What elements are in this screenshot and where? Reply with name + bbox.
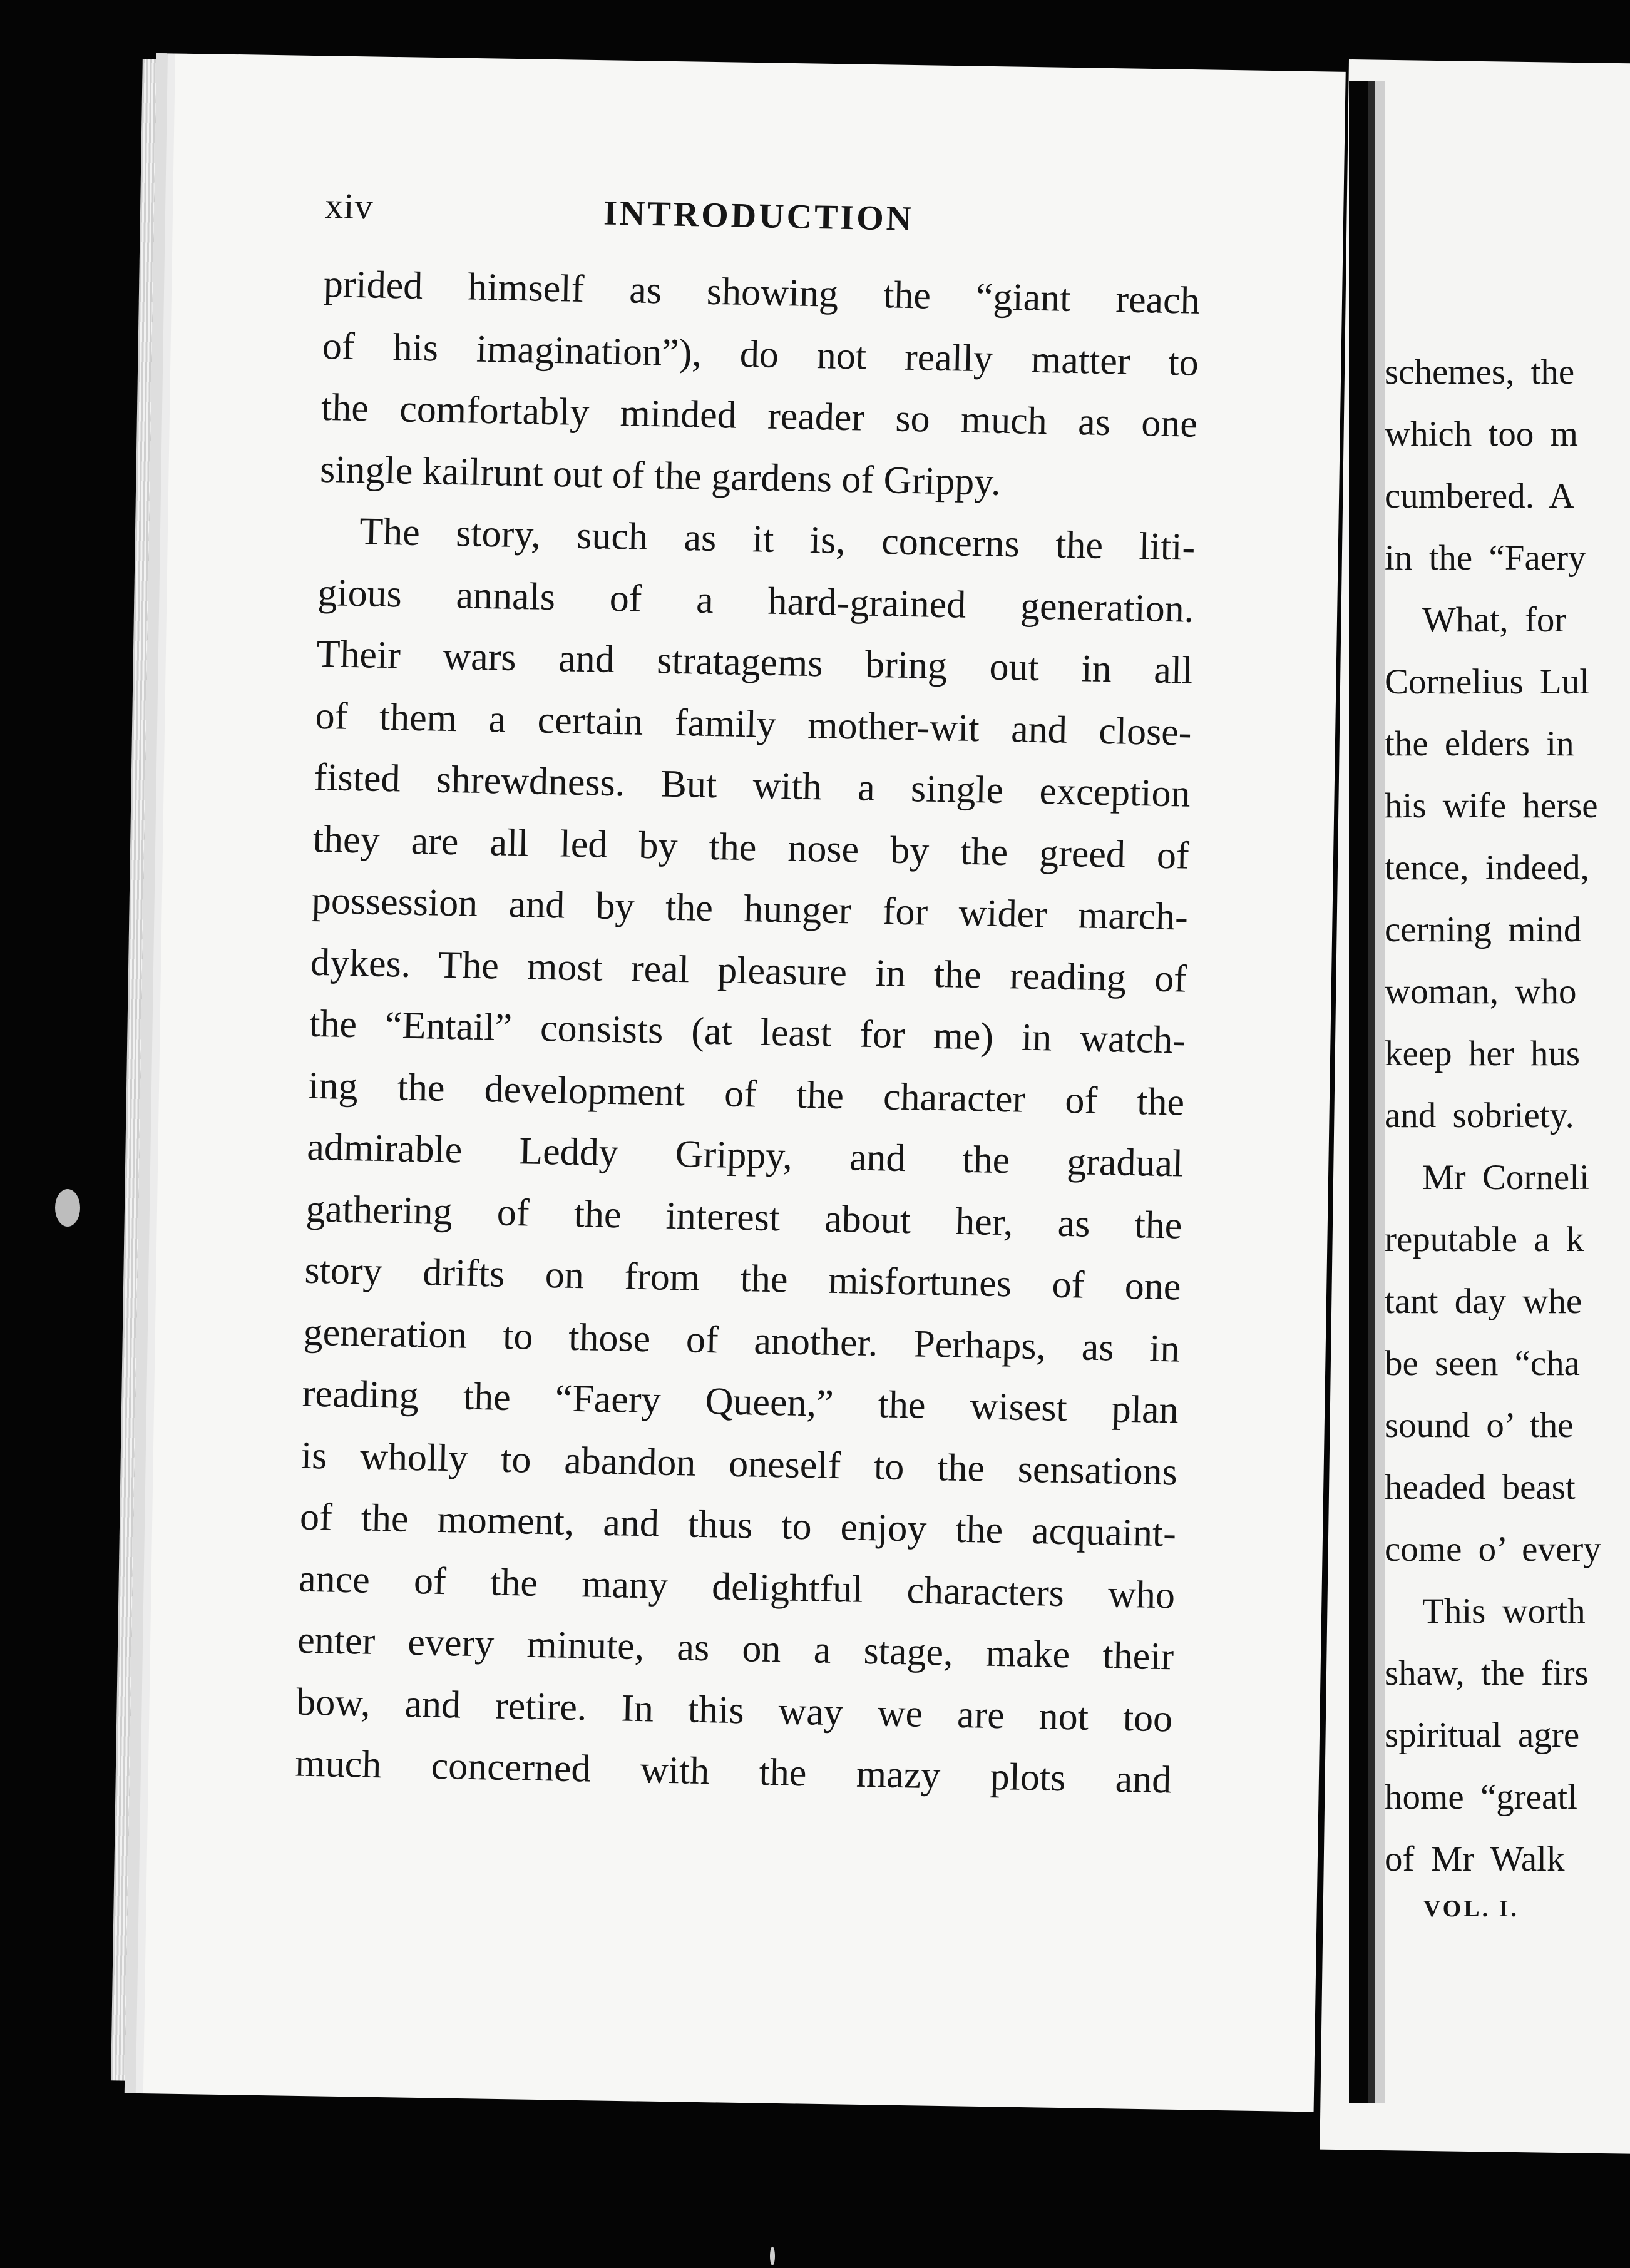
- text-line: gathering of the interest about her, as the: [305, 1187, 1182, 1247]
- text-line: come o’ every: [1385, 1530, 1601, 1569]
- text-line: bow, and retire. In this way we are not too: [295, 1680, 1173, 1740]
- text-line: spiritual agre: [1385, 1715, 1580, 1755]
- text-line: reputable a k: [1385, 1220, 1584, 1259]
- running-title: INTRODUCTION: [603, 193, 915, 239]
- text-line: Cornelius Lul: [1385, 662, 1590, 702]
- text-line: gious annals of a hard-grained generation.: [317, 571, 1194, 631]
- text-line: be seen “cha: [1385, 1344, 1580, 1383]
- text-line: headed beast: [1385, 1468, 1576, 1507]
- left-page-text: [295, 185, 1202, 1811]
- text-line: tant day whe: [1385, 1282, 1582, 1321]
- text-line: sound o’ the: [1385, 1406, 1574, 1445]
- page-edge: [111, 59, 156, 2081]
- text-line: schemes, the: [1385, 352, 1575, 392]
- book-gutter: [1349, 81, 1385, 2103]
- text-line: fisted shrewdness. But with a single exception: [314, 755, 1191, 815]
- text-line: generation to those of another. Perhaps, as in: [303, 1310, 1181, 1371]
- text-line: story drifts on from the misfortunes of one: [304, 1249, 1182, 1309]
- text-line: of the moment, and thus to enjoy the acquaint-: [299, 1495, 1177, 1555]
- text-line: The story, such as it is, concerns the liti-: [359, 510, 1196, 569]
- text-line: tence, indeed,: [1385, 848, 1589, 887]
- text-line: What, for: [1422, 600, 1567, 640]
- page-number: xiv: [324, 185, 374, 227]
- left-body-text: [295, 253, 1201, 1811]
- text-line: much concerned with the mazy plots and: [294, 1742, 1172, 1802]
- text-line: keep her hus: [1385, 1034, 1581, 1073]
- dust-speck: [770, 2247, 775, 2265]
- text-line: single kailrunt out of the gardens of Grippy.: [319, 447, 1002, 504]
- signature-mark: VOL. I.: [1423, 1896, 1519, 1922]
- text-line: the comfortably minded reader so much as one: [320, 386, 1198, 446]
- text-line: the elders in: [1385, 724, 1574, 764]
- text-line: and sobriety.: [1385, 1096, 1574, 1135]
- text-line: Mr Corneli: [1422, 1158, 1589, 1197]
- dust-speck: [55, 1189, 80, 1227]
- text-line: which too m: [1385, 414, 1578, 454]
- text-line: woman, who: [1385, 972, 1577, 1011]
- text-line: of Mr Walk: [1385, 1839, 1565, 1879]
- text-line: dykes. The most real pleasure in the reading of: [310, 941, 1187, 1001]
- text-line: cumbered. A: [1385, 476, 1575, 516]
- text-line: the “Entail” consists (at least for me) in watch-: [309, 1002, 1186, 1062]
- text-line: admirable Leddy Grippy, and the gradual: [306, 1125, 1184, 1185]
- text-line: shaw, the firs: [1385, 1653, 1589, 1693]
- text-line: home “greatl: [1385, 1777, 1577, 1817]
- text-line: ing the development of the character of the: [307, 1064, 1185, 1124]
- text-line: reading the “Faery Queen,” the wisest plan: [302, 1372, 1179, 1432]
- text-line: This worth: [1422, 1591, 1586, 1631]
- text-line: in the “Faery: [1385, 538, 1586, 578]
- text-line: possession and by the hunger for wider march-: [311, 879, 1189, 939]
- right-page-text: [1385, 341, 1630, 1928]
- text-line: they are all led by the nose by the greed of: [312, 817, 1190, 877]
- text-line: of them a certain family mother-wit and close-: [315, 694, 1192, 754]
- text-line: prided himself as showing the “giant reach: [323, 262, 1201, 322]
- text-line: of his imagination”), do not really matter to: [322, 324, 1199, 384]
- text-line: Their wars and stratagems bring out in all: [315, 632, 1193, 692]
- text-line: enter every minute, as on a stage, make their: [297, 1618, 1174, 1678]
- text-line: his wife herse: [1385, 786, 1598, 825]
- text-line: cerning mind: [1385, 910, 1582, 949]
- text-line: ance of the many delightful characters who: [298, 1557, 1176, 1617]
- text-line: is wholly to abandon oneself to the sensations: [300, 1434, 1178, 1493]
